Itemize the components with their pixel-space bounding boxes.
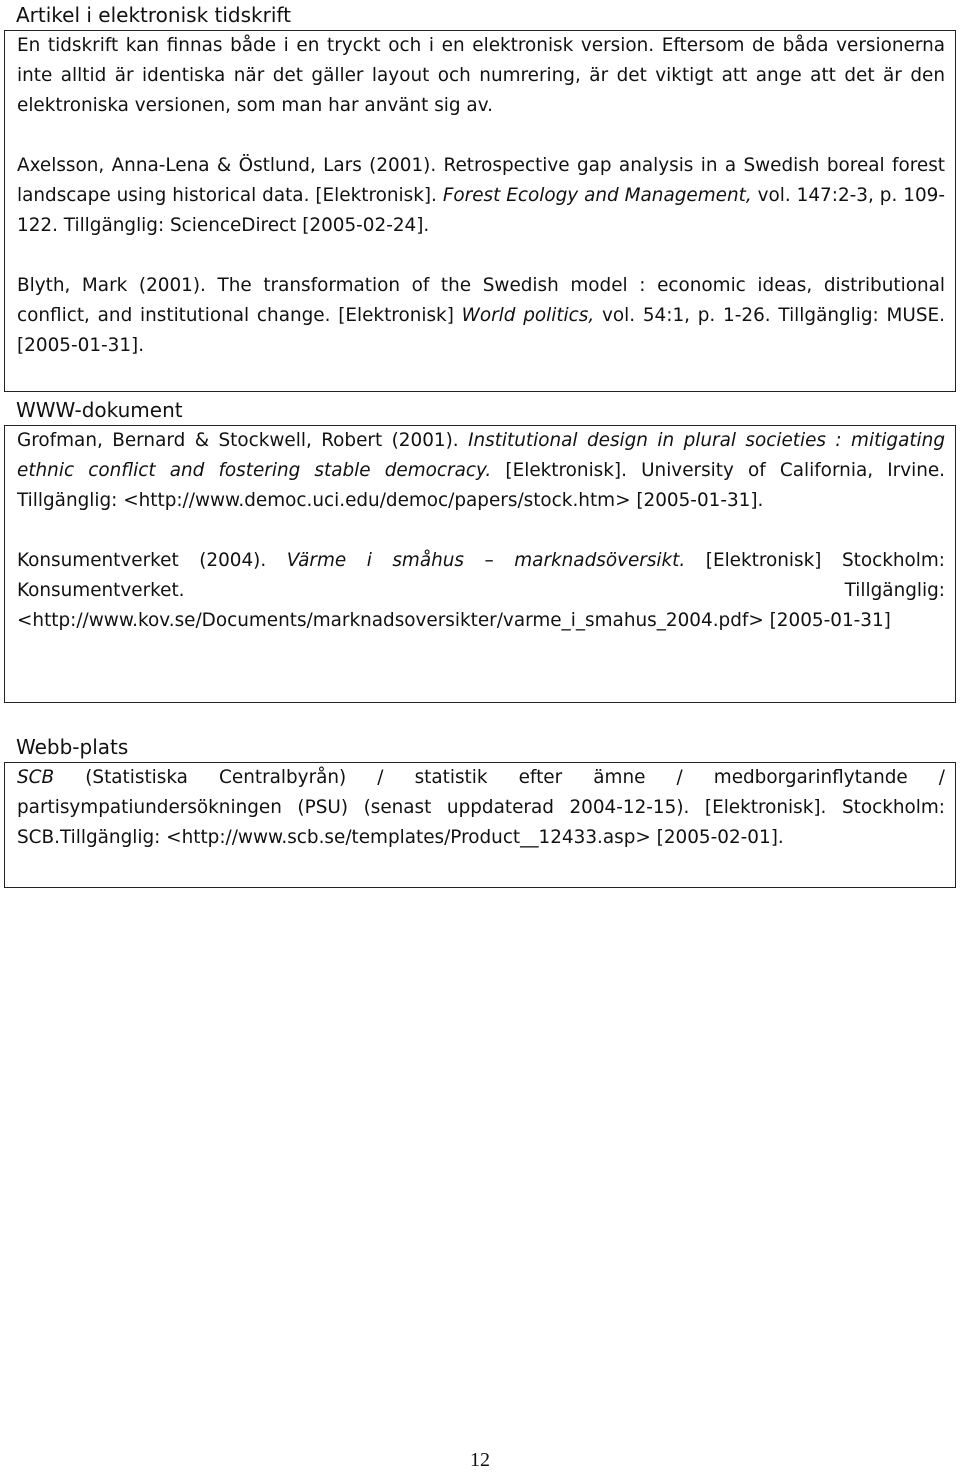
section-title-www: WWW-dokument	[16, 398, 183, 422]
ref-title: SCB	[17, 767, 55, 788]
ref-text: (Statistiska Centralbyrån) / statistik efter ämne / medborgarinflytande / partisympatiundersökningen (PSU) (senast uppdaterad 2004-12-15). [Elektronisk]. Stockholm: SCB.Tillgänglig: <http://www.scb.se/templates/Product__12433.asp> [2005-02-01].	[17, 767, 945, 848]
reference-box-artikel	[4, 30, 956, 392]
intro-paragraph: En tidskrift kan finnas både i en tryckt och i en elektronisk version. Eftersom de båda versionerna inte alltid är identiska när det gäller layout och numrering, är det viktigt att ange att det är den elektroniska versionen, som man har använt sig av.	[17, 35, 945, 116]
section-title-artikel: Artikel i elektronisk tidskrift	[16, 3, 291, 27]
reference-box-webb	[4, 762, 956, 888]
ref-text: [Elektronisk]. University of California, Irvine. Tillgänglig: <http://www.democ.uci.edu/democ/papers/stock.htm> [2005-01-31].	[17, 460, 946, 511]
reference-grofman	[17, 426, 945, 516]
reference-konsumentverket	[17, 546, 945, 636]
ref-journal: World politics,	[461, 305, 595, 326]
section-webb	[4, 732, 956, 888]
ref-text: Konsumentverket (2004).	[17, 550, 287, 571]
ref-text: Grofman, Bernard & Stockwell, Robert (2001).	[17, 430, 469, 451]
ref-title: Värme i småhus – marknadsöversikt.	[286, 550, 686, 571]
section-www	[4, 395, 956, 703]
reference-axelsson	[17, 151, 945, 241]
ref-text: [Elektronisk] Stockholm: Konsumentverket. Tillgänglig: <http://www.kov.se/Documents/marknadsoversikter/varme_i_smahus_2004.pdf> [2005-01-31]	[17, 550, 945, 631]
ref-journal: Forest Ecology and Management,	[442, 185, 752, 206]
page-number: 12	[470, 1449, 490, 1471]
section-title-webb: Webb-plats	[16, 735, 129, 759]
ref-text: vol. 54:1, p. 1-26. Tillgänglig: MUSE. [2005-01-31].	[17, 305, 945, 356]
ref-text: Axelsson, Anna-Lena & Östlund, Lars (2001). Retrospective gap analysis in a Swedish boreal forest landscape using historical data. [Elektronisk].	[17, 155, 945, 206]
reference-blyth	[17, 271, 945, 361]
reference-scb	[17, 763, 945, 853]
reference-box-www	[4, 425, 956, 703]
ref-text: vol. 147:2-3, p. 109-122. Tillgänglig: ScienceDirect [2005-02-24].	[17, 185, 945, 236]
section-artikel	[4, 0, 956, 392]
ref-text: Blyth, Mark (2001). The transformation of the Swedish model : economic ideas, distributional conflict, and institutional change. [Elektronisk]	[17, 275, 945, 326]
ref-title: Institutional design in plural societies : mitigating ethnic conflict and fostering stable democracy.	[17, 430, 945, 481]
